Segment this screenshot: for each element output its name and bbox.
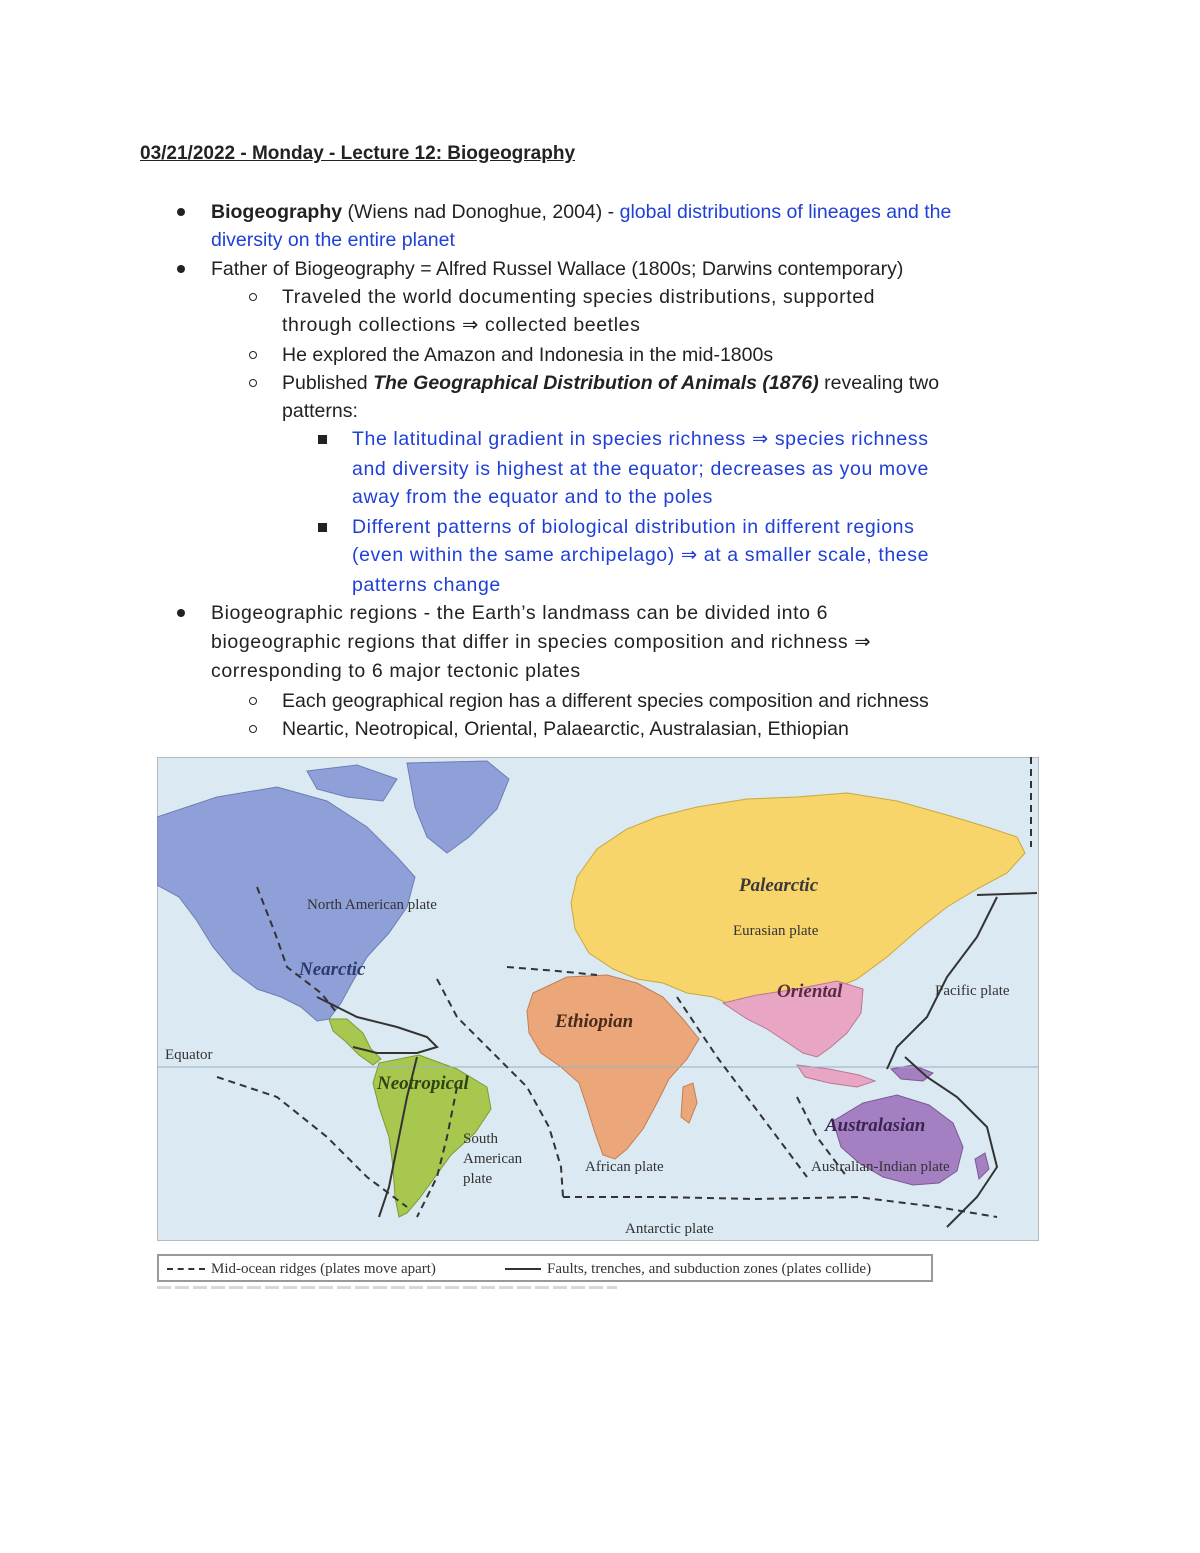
- label-south-american-plate-2: American: [463, 1151, 523, 1167]
- term-biogeography: Biogeography: [211, 201, 343, 223]
- map-legend: [157, 1254, 933, 1282]
- published-suffix: revealing two: [818, 372, 940, 394]
- bullet-square: [318, 435, 327, 444]
- book-title: The Geographical Distribution of Animals (1876): [373, 372, 819, 394]
- label-australian-indian-plate: Australian-Indian plate: [811, 1159, 950, 1175]
- label-south-american-plate-1: South: [463, 1131, 499, 1147]
- sub-item-published-cont: patterns:: [282, 400, 358, 422]
- label-neotropical: Neotropical: [377, 1073, 469, 1094]
- pattern-2-line-1: Different patterns of biological distribution in different regions: [352, 516, 915, 538]
- bullet-circle: [249, 379, 257, 387]
- label-australasian: Australasian: [825, 1115, 926, 1136]
- definition-part-2: diversity on the entire planet: [211, 229, 455, 251]
- published-prefix: Published: [282, 372, 374, 394]
- page-title: 03/21/2022 - Monday - Lecture 12: Biogeography: [140, 143, 576, 164]
- label-pacific-plate: Pacific plate: [935, 983, 1010, 999]
- label-south-american-plate-3: plate: [463, 1171, 493, 1187]
- biogeographic-regions-map: [157, 757, 1039, 1241]
- bullet-square: [318, 523, 327, 532]
- pattern-1-line-2: and diversity is highest at the equator; decreases as you move: [352, 458, 930, 480]
- sub-item-explored: He explored the Amazon and Indonesia in the mid-1800s: [282, 344, 774, 366]
- pattern-1-line-3: away from the equator and to the poles: [352, 486, 714, 508]
- sub-item-published: [282, 369, 939, 397]
- label-antarctic-plate: Antarctic plate: [625, 1221, 714, 1237]
- citation: (Wiens nad Donoghue, 2004) -: [342, 201, 620, 223]
- label-oriental: Oriental: [777, 981, 843, 1002]
- label-ethiopian: Ethiopian: [555, 1011, 634, 1032]
- dashed-line-symbol: [167, 1268, 205, 1270]
- list-item-biogeography: [211, 198, 951, 226]
- sub-item-traveled-cont: through collections ⇒ collected beetles: [282, 314, 641, 336]
- bullet-dot: [177, 208, 185, 216]
- list-item-regions-cont-2: corresponding to 6 major tectonic plates: [211, 660, 581, 682]
- label-palearctic: Palearctic: [739, 875, 819, 896]
- sub-item-composition: Each geographical region has a different species composition and richness: [282, 690, 929, 712]
- faint-figure-caption: [157, 1286, 617, 1289]
- bullet-dot: [177, 265, 185, 273]
- definition-part-1: global distributions of lineages and the: [619, 201, 952, 223]
- pattern-2-line-2: (even within the same archipelago) ⇒ at a smaller scale, these: [352, 544, 930, 566]
- list-item-regions: Biogeographic regions - the Earth’s landmass can be divided into 6: [211, 602, 829, 624]
- bullet-circle: [249, 293, 257, 301]
- list-item-regions-cont-1: biogeographic regions that differ in species composition and richness ⇒: [211, 631, 872, 653]
- bullet-circle: [249, 697, 257, 705]
- label-african-plate: African plate: [585, 1159, 664, 1175]
- label-equator: Equator: [165, 1047, 213, 1063]
- bullet-circle: [249, 351, 257, 359]
- pattern-2-line-3: patterns change: [352, 574, 501, 596]
- bullet-circle: [249, 725, 257, 733]
- legend-ridges: Mid-ocean ridges (plates move apart): [211, 1261, 436, 1277]
- list-item-wallace: Father of Biogeography = Alfred Russel Wallace (1800s; Darwins contemporary): [211, 258, 904, 280]
- solid-line-symbol: [505, 1268, 541, 1270]
- label-nearctic: Nearctic: [299, 959, 366, 980]
- sub-item-traveled: Traveled the world documenting species distributions, supported: [282, 286, 876, 308]
- sub-item-region-list: Neartic, Neotropical, Oriental, Palaearctic, Australasian, Ethiopian: [282, 718, 849, 740]
- legend-faults: Faults, trenches, and subduction zones (plates collide): [547, 1261, 872, 1277]
- label-eurasian-plate: Eurasian plate: [733, 923, 819, 939]
- label-north-american-plate: North American plate: [307, 897, 437, 913]
- pattern-1-line-1: The latitudinal gradient in species richness ⇒ species richness: [352, 428, 929, 450]
- bullet-dot: [177, 609, 185, 617]
